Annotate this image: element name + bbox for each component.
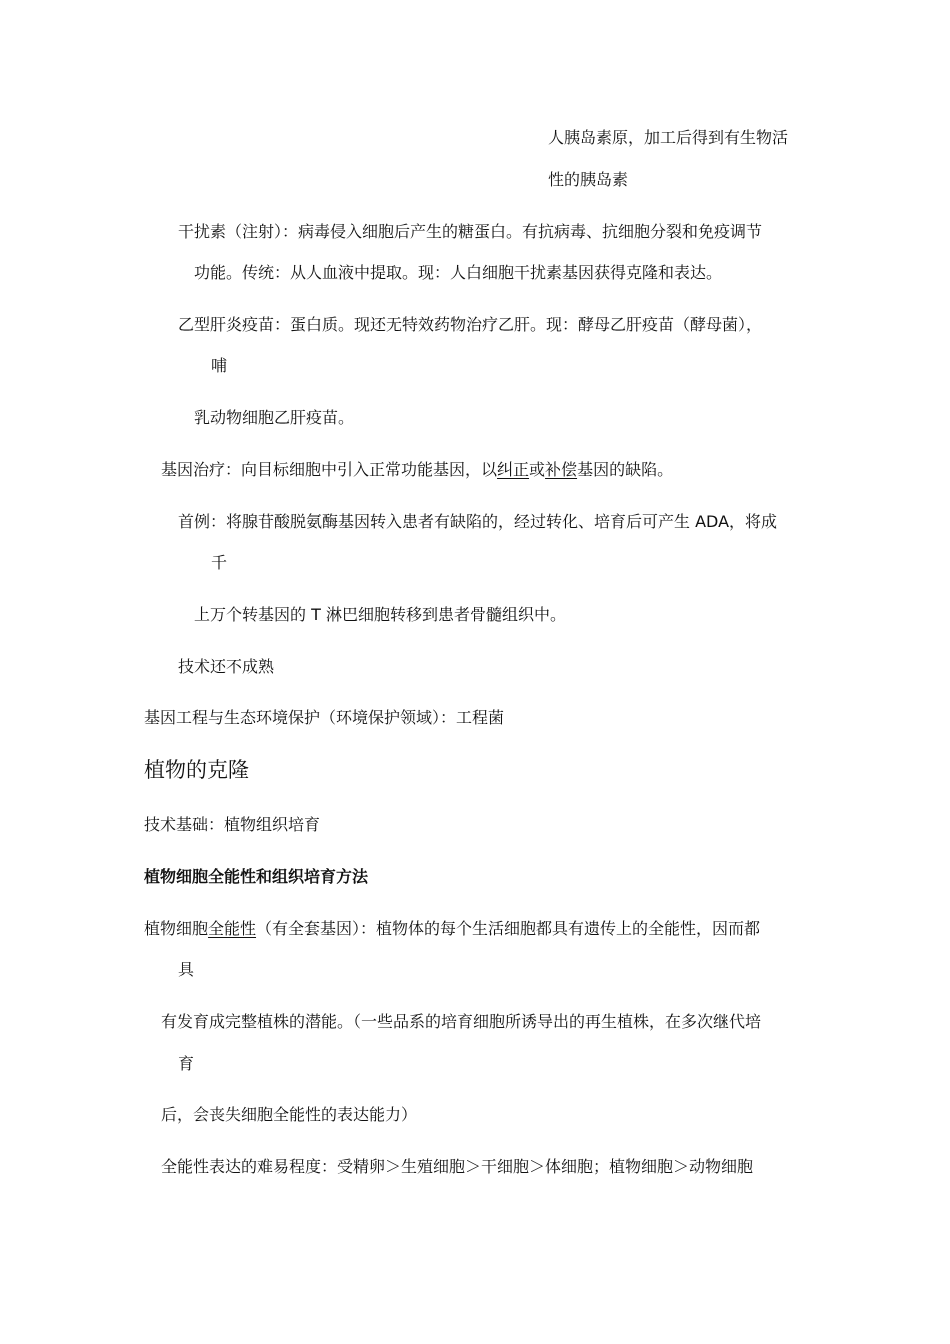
text-span: 植物细胞 — [144, 919, 209, 938]
gene-therapy-line — [161, 460, 673, 480]
underlined-term-correct: 纠正 — [497, 460, 530, 479]
text-line: 上万个转基因的 T 淋巴细胞转移到患者骨髓组织中。 — [194, 605, 566, 624]
underlined-term-compensate: 补偿 — [545, 460, 578, 479]
text-line: 干扰素（注射）：病毒侵入细胞后产生的糖蛋白。有抗病毒、抗细胞分裂和免疫调节 — [178, 222, 763, 241]
text-span: 基因治疗：向目标细胞中引入正常功能基因，以 — [161, 460, 498, 479]
section-heading: 植物的克隆 — [144, 758, 249, 782]
text-span: 基因的缺陷。 — [577, 460, 674, 479]
text-line: 乙型肝炎疫苗：蛋白质。现还无特效药物治疗乙肝。现：酵母乙肝疫苗（酵母菌）， — [178, 315, 763, 334]
text-line: 哺 — [211, 356, 228, 375]
text-line: 功能。传统：从人血液中提取。现：人白细胞干扰素基因获得克隆和表达。 — [194, 263, 723, 282]
text-line: 人胰岛素原，加工后得到有生物活 — [548, 128, 789, 147]
text-line: 有发育成完整植株的潜能。（一些品系的培育细胞所诱导出的再生植株，在多次继代培 — [161, 1012, 762, 1031]
text-line: 后，会丧失细胞全能性的表达能力） — [161, 1105, 418, 1124]
text-line: 乳动物细胞乙肝疫苗。 — [194, 408, 355, 427]
text-line: 首例：将腺苷酸脱氨酶基因转入患者有缺陷的，经过转化、培育后可产生 ADA，将成 — [178, 512, 778, 531]
text-span: （有全套基因）：植物体的每个生活细胞都具有遗传上的全能性，因而都 — [256, 919, 761, 938]
text-line: 千 — [211, 553, 228, 572]
text-line: 具 — [178, 960, 195, 979]
text-line: 技术还不成熟 — [178, 657, 275, 676]
subsection-heading: 植物细胞全能性和组织培育方法 — [144, 867, 369, 886]
text-line: 全能性表达的难易程度：受精卵＞生殖细胞＞干细胞＞体细胞；植物细胞＞动物细胞 — [161, 1157, 754, 1176]
text-line: 技术基础：植物组织培育 — [144, 815, 321, 834]
text-line: 基因工程与生态环境保护（环境保护领域）：工程菌 — [144, 708, 505, 727]
text-line: 育 — [178, 1054, 195, 1073]
totipotency-line — [144, 919, 760, 939]
text-line: 性的胰岛素 — [548, 170, 629, 189]
underlined-term-totipotency: 全能性 — [208, 919, 257, 938]
text-span: 或 — [529, 460, 546, 479]
